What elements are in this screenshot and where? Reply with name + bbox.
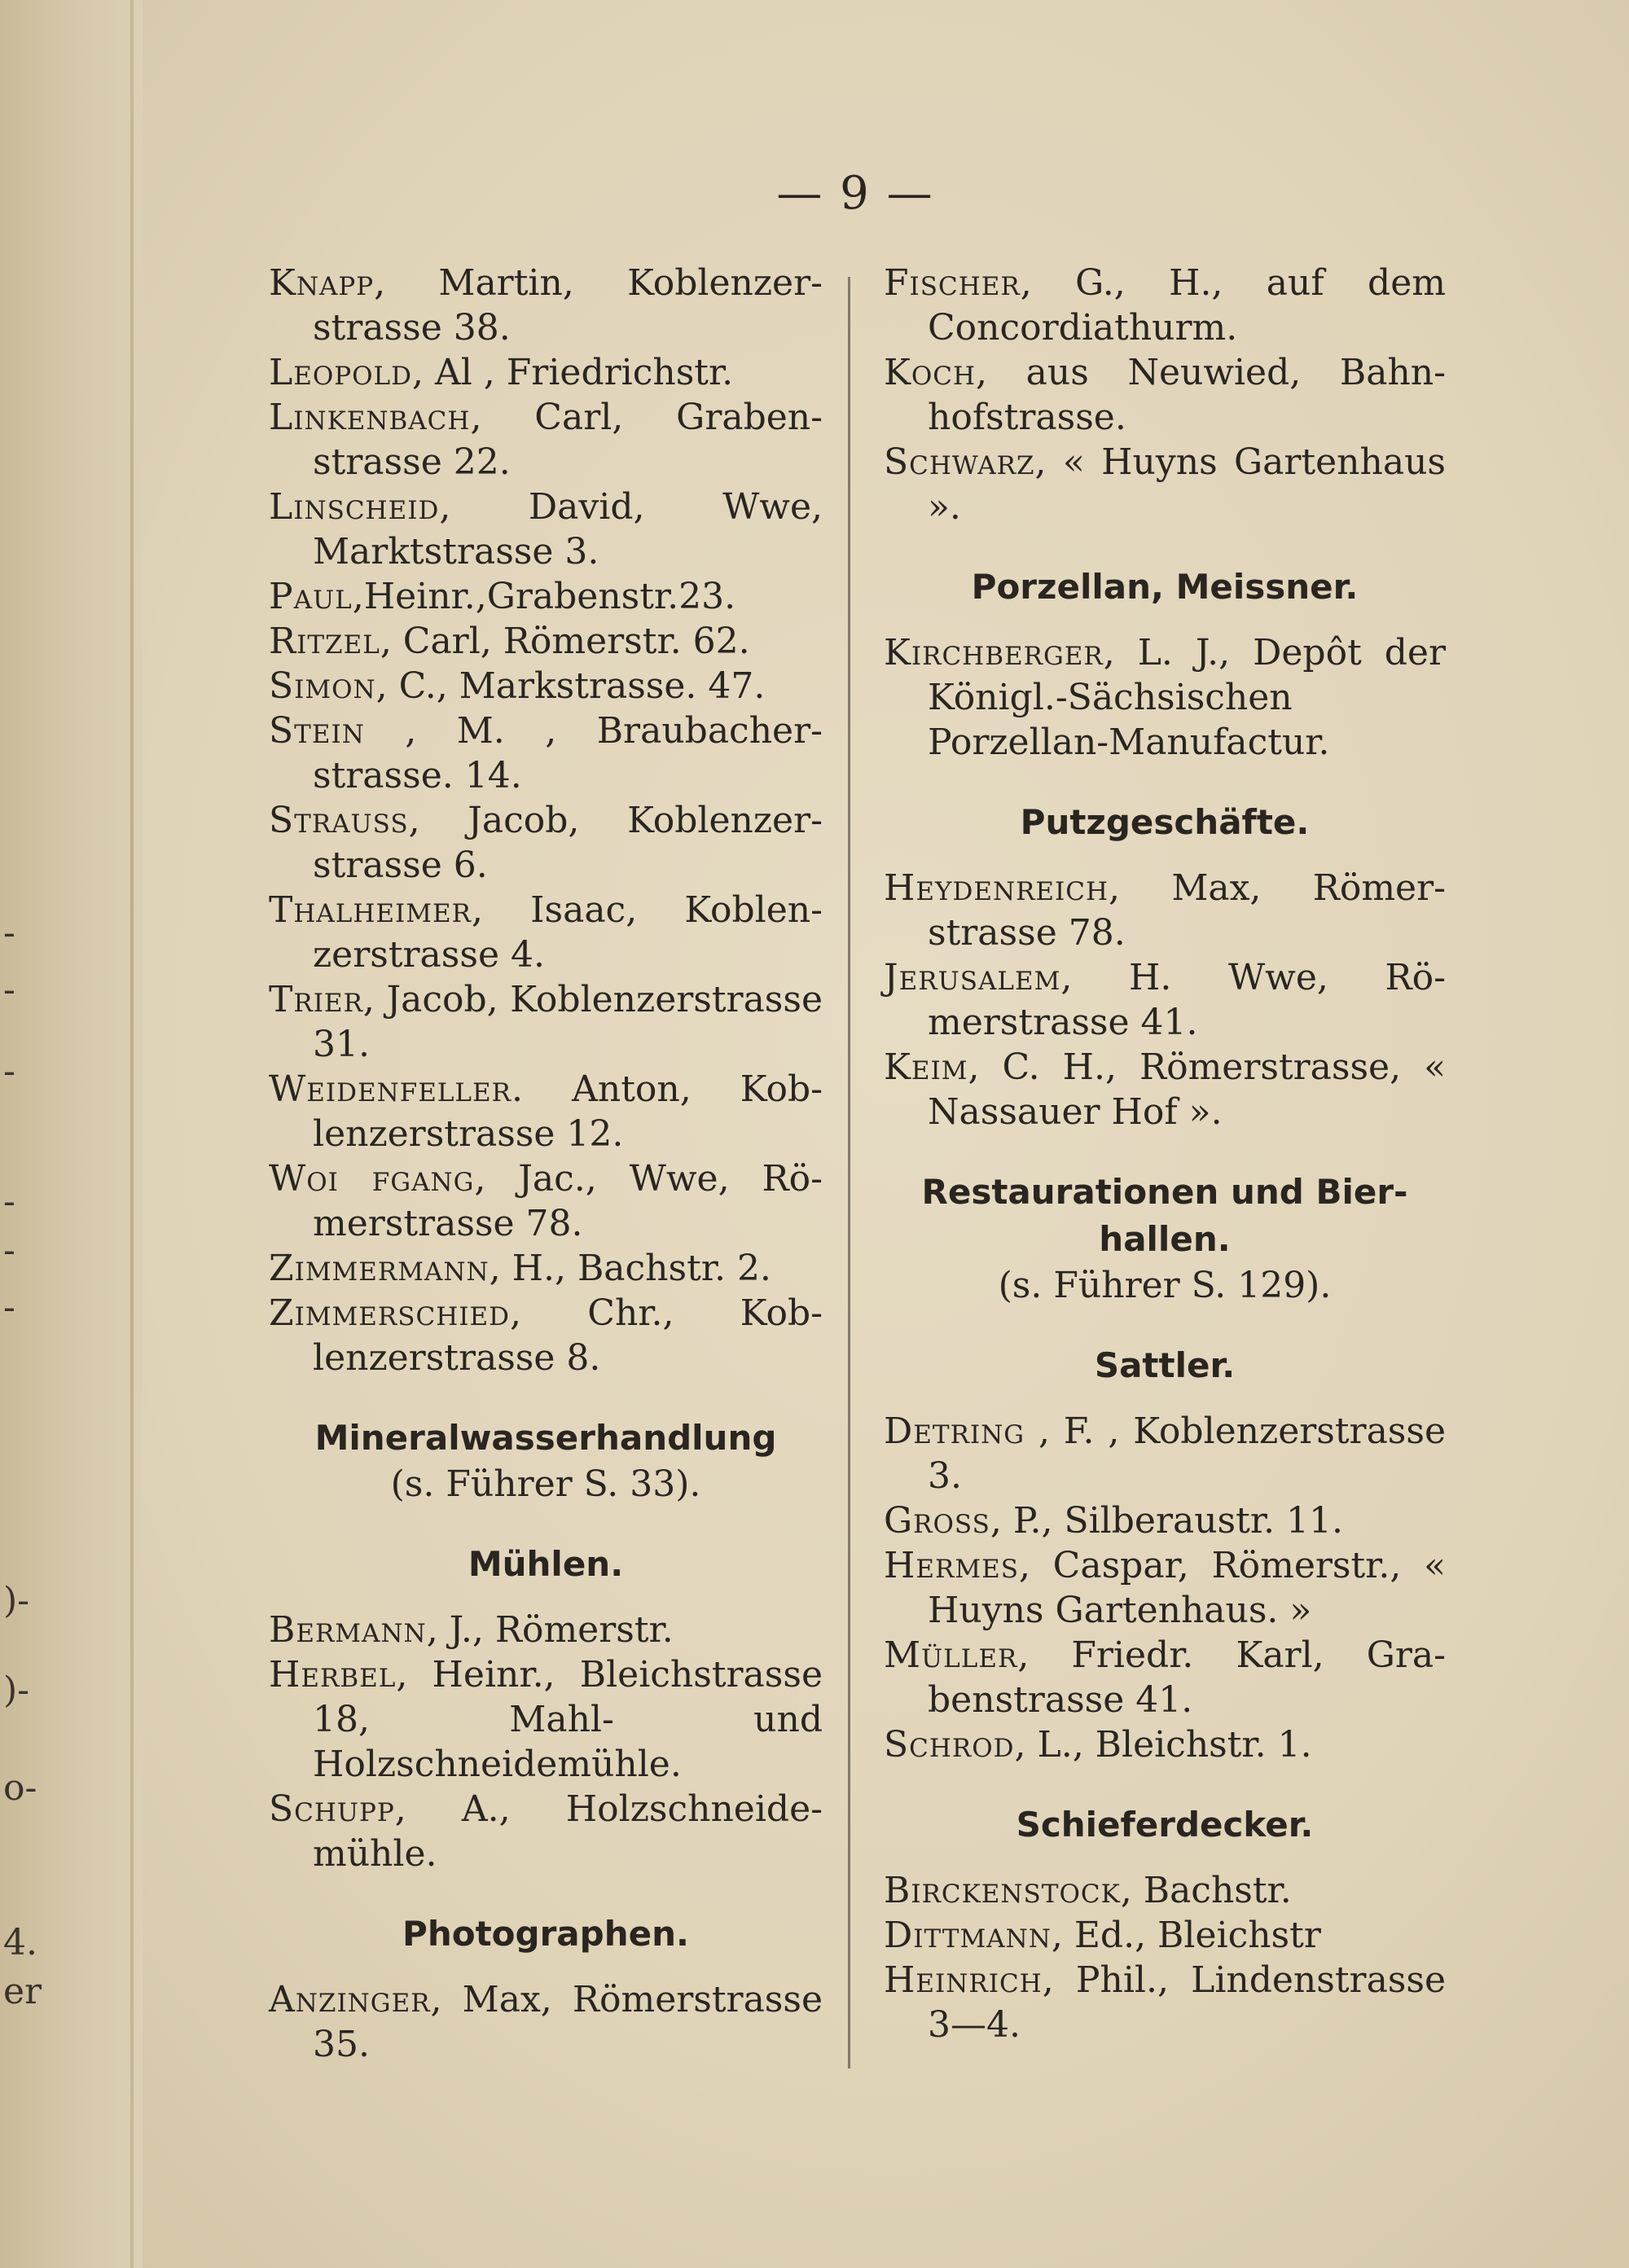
- entry-details: , L., Bleichstr. 1.: [1014, 1724, 1312, 1766]
- entry-details: , F. , Koblenzerstrasse 3.: [928, 1410, 1446, 1497]
- column-divider: [848, 277, 850, 2068]
- entry-name: Knapp: [269, 262, 375, 304]
- entry-name: Fischer: [884, 262, 1021, 304]
- directory-entry: [884, 955, 1446, 1045]
- entry-name: Stein: [269, 710, 365, 752]
- section-heading: Photographen.: [402, 1914, 689, 1954]
- entry-name: Dittmann: [884, 1915, 1052, 1956]
- bleed-mark: -: [3, 912, 15, 954]
- entry-name: Bermann: [269, 1609, 427, 1651]
- directory-entry: [269, 619, 823, 664]
- directory-entry: [884, 1543, 1446, 1633]
- directory-entry: [269, 1156, 823, 1246]
- directory-entry: [269, 350, 823, 395]
- bleed-mark: -: [3, 1287, 15, 1328]
- entry-details: , C., Markstrasse. 47.: [375, 665, 766, 707]
- directory-entry: [269, 261, 823, 350]
- section-note: (s. Führer S. 33).: [390, 1463, 701, 1505]
- directory-entry: [884, 1958, 1446, 2047]
- bleed-mark: -: [3, 1230, 15, 1271]
- entry-name: Paul: [269, 576, 353, 617]
- entry-details: , J., Römerstr.: [426, 1609, 674, 1651]
- directory-entry: [884, 1409, 1446, 1498]
- entry-name: Thalheimer: [269, 889, 472, 931]
- directory-entry: [269, 1608, 823, 1652]
- directory-entry: [269, 1787, 823, 1876]
- entry-name: Gross: [884, 1500, 990, 1542]
- directory-entry: [884, 630, 1446, 765]
- section-note: (s. Führer S. 129).: [998, 1265, 1332, 1306]
- entry-details: . Anton, Koblenzerstrasse 12.: [313, 1068, 823, 1155]
- directory-entry: [269, 485, 823, 574]
- entry-details: , Jacob, Koblenzerstrasse 31.: [313, 979, 823, 1065]
- directory-entry: [269, 664, 823, 708]
- entry-name: Leopold: [269, 352, 412, 393]
- entry-name: Keim: [884, 1046, 968, 1088]
- entry-details: , C. H., Römerstrasse, « Nassauer Hof ».: [928, 1046, 1446, 1133]
- bleed-mark: )-: [3, 1669, 30, 1711]
- section-heading: Restaurationen und Bierhallen.: [921, 1172, 1408, 1259]
- directory-entry: [269, 798, 823, 888]
- entry-name: Strauss: [269, 800, 409, 841]
- entry-name: Trier: [269, 979, 363, 1020]
- page-number: — 9 —: [776, 167, 934, 220]
- entry-name: Ritzel: [269, 621, 380, 662]
- entry-details: , Jac., Wwe, Römerstrasse 78.: [313, 1158, 823, 1244]
- bleed-mark: -: [3, 1051, 15, 1092]
- entry-details: , Al , Friedrichstr.: [411, 352, 734, 393]
- directory-entry: [884, 1498, 1446, 1543]
- bleed-mark: )-: [3, 1580, 30, 1621]
- entry-details: , L. J., Depôt der Königl.-Sächsischen Porzellan-Manufactur.: [928, 632, 1446, 763]
- entry-name: Anzinger: [269, 1979, 431, 2020]
- entry-name: Jerusalem: [884, 957, 1061, 998]
- entry-details: , Isaac, Koblenzerstrasse 4.: [313, 889, 823, 976]
- entry-name: Schupp: [269, 1788, 395, 1830]
- left-column: [269, 261, 823, 2067]
- directory-entry: [269, 574, 823, 619]
- entry-details: , David, Wwe, Marktstrasse 3.: [313, 486, 823, 572]
- entry-details: , Ed., Bleichstr: [1051, 1915, 1321, 1956]
- directory-entry: [884, 866, 1446, 955]
- entry-name: Herbel: [269, 1654, 397, 1696]
- bleed-mark: er: [3, 1971, 42, 2012]
- directory-entry: [884, 1913, 1446, 1958]
- entry-details: , aus Neuwied, Bahnhofstrasse.: [928, 352, 1446, 438]
- entry-name: Schrod: [884, 1724, 1015, 1766]
- entry-name: Simon: [269, 665, 376, 707]
- bleed-mark: -: [3, 1181, 15, 1222]
- entry-name: Müller: [884, 1634, 1018, 1676]
- entry-details: , Phil., Lindenstrasse 3—4.: [928, 1959, 1446, 2046]
- entry-name: Schwarz: [884, 441, 1035, 483]
- entry-name: Koch: [884, 352, 977, 393]
- entry-details: , Max, Römerstrasse 78.: [928, 867, 1446, 954]
- entry-details: , « Huyns Gartenhaus ».: [928, 441, 1446, 528]
- entry-name: Linkenbach: [269, 397, 471, 438]
- entry-name: Kirchberger: [884, 632, 1104, 673]
- entry-details: , A., Holzschneidemühle.: [313, 1788, 823, 1875]
- entry-name: Birckenstock: [884, 1870, 1121, 1911]
- section-heading: Mineralwasserhandlung: [314, 1418, 777, 1458]
- entry-name: Zimmerschied: [269, 1292, 510, 1334]
- directory-entry: [269, 1652, 823, 1787]
- bleed-mark: o-: [3, 1767, 37, 1809]
- entry-details: , Friedr. Karl, Grabenstrasse 41.: [928, 1634, 1446, 1721]
- entry-details: , H., Bachstr. 2.: [489, 1248, 771, 1289]
- directory-entry: [884, 1722, 1446, 1767]
- bleed-mark: 4.: [3, 1922, 37, 1963]
- entry-name: Weidenfeller: [269, 1068, 512, 1110]
- section-heading: Schieferdecker.: [1016, 1805, 1314, 1845]
- directory-entry: [269, 888, 823, 977]
- directory-entry: [269, 708, 823, 798]
- entry-name: Detring: [884, 1410, 1025, 1452]
- directory-entry: [884, 261, 1446, 350]
- directory-entry: [269, 1291, 823, 1380]
- entry-name: Heinrich: [884, 1959, 1043, 2001]
- entry-details: ,Heinr.,Grabenstr.23.: [352, 576, 736, 617]
- entry-details: , Chr., Koblenzerstrasse 8.: [313, 1292, 823, 1379]
- directory-entry: [884, 440, 1446, 529]
- entry-details: , Caspar, Römerstr., « Huyns Gartenhaus. »: [928, 1545, 1446, 1631]
- section-heading: Putzgeschäfte.: [1020, 802, 1310, 842]
- directory-entry: [269, 395, 823, 485]
- directory-entry: [884, 1868, 1446, 1913]
- directory-entry: [269, 1246, 823, 1291]
- section-heading: Mühlen.: [468, 1544, 624, 1584]
- entry-name: Woi fgang: [269, 1158, 475, 1200]
- binding-shadow: [130, 0, 134, 2268]
- entry-details: , H. Wwe, Römerstrasse 41.: [928, 957, 1446, 1043]
- directory-entry: [884, 1045, 1446, 1134]
- entry-name: Zimmermann: [269, 1248, 490, 1289]
- entry-details: , M. , Braubacherstrasse. 14.: [313, 710, 823, 796]
- entry-details: , Carl, Grabenstrasse 22.: [313, 397, 823, 483]
- entry-name: Linscheid: [269, 486, 440, 528]
- section-heading: Porzellan, Meissner.: [971, 567, 1359, 607]
- entry-details: , Heinr., Bleichstrasse 18, Mahl- und Holzschneidemühle.: [313, 1654, 823, 1785]
- entry-details: , Carl, Römerstr. 62.: [380, 621, 750, 662]
- entry-details: , Bachstr.: [1120, 1870, 1292, 1911]
- entry-details: , Martin, Koblenzerstrasse 38.: [313, 262, 823, 349]
- entry-details: , Max, Römerstrasse 35.: [313, 1979, 823, 2065]
- directory-entry: [269, 1977, 823, 2067]
- bleed-mark: -: [3, 969, 15, 1011]
- entry-details: , G., H., auf dem Concordiathurm.: [928, 262, 1446, 349]
- directory-entry: [884, 350, 1446, 440]
- entry-details: , P., Silberaustr. 11.: [990, 1500, 1343, 1542]
- section-heading: Sattler.: [1094, 1345, 1236, 1385]
- directory-entry: [269, 1067, 823, 1156]
- directory-entry: [269, 977, 823, 1067]
- entry-name: Hermes: [884, 1545, 1019, 1586]
- entry-details: , Jacob, Koblenzerstrasse 6.: [313, 800, 823, 886]
- entry-name: Heydenreich: [884, 867, 1109, 909]
- directory-entry: [884, 1633, 1446, 1722]
- right-column: [884, 261, 1446, 2047]
